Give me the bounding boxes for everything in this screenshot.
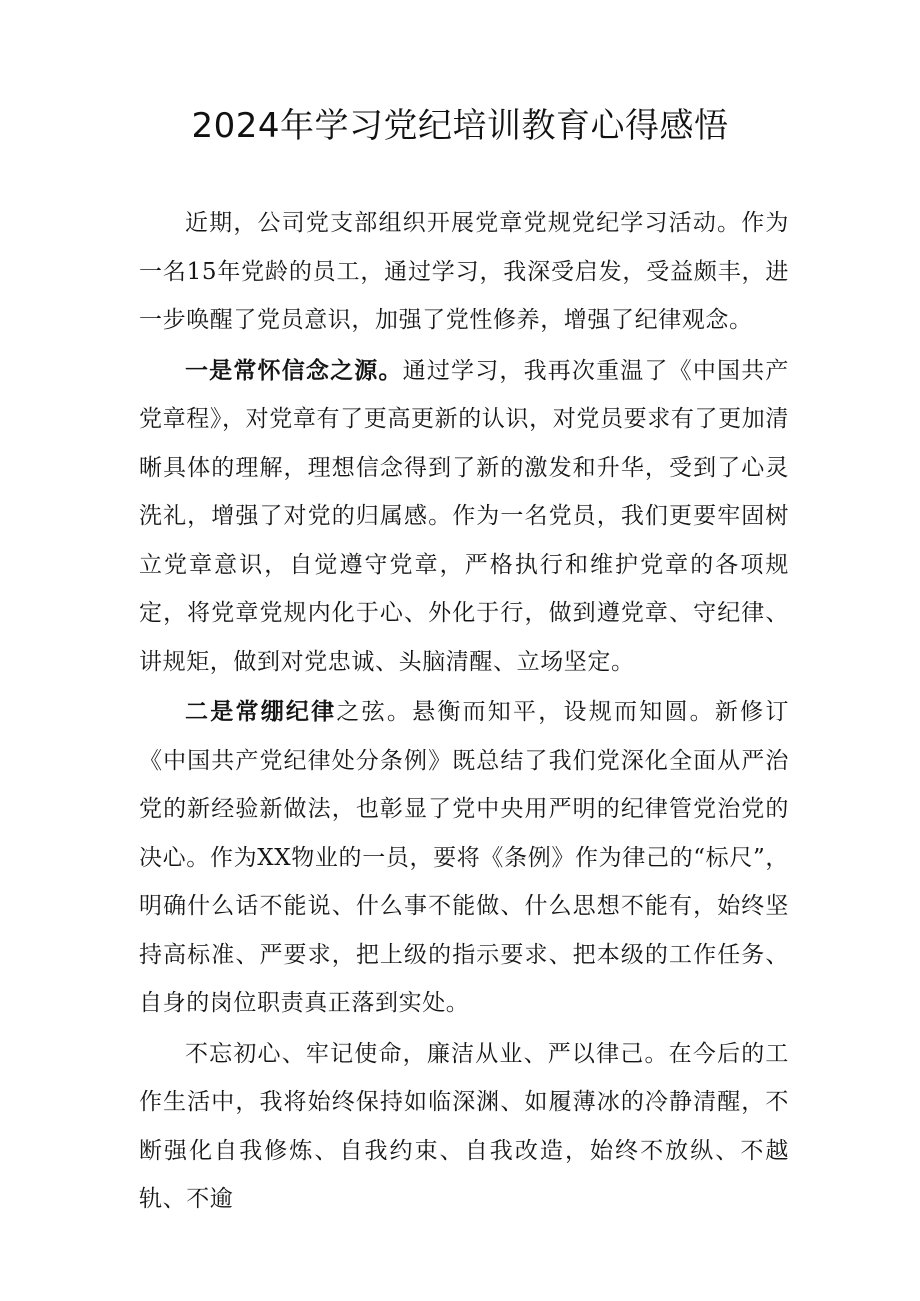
document-body <box>139 199 789 1226</box>
paragraph-conclusion <box>139 1030 789 1224</box>
paragraph-intro <box>139 199 789 345</box>
document-title: 2024年学习党纪培训教育心得感悟 <box>191 106 729 146</box>
paragraph-point-two <box>139 688 789 1028</box>
paragraph-lead: 二是常绷纪律 <box>185 698 337 725</box>
paragraph-point-one <box>139 347 789 687</box>
paragraph-text: 之弦。悬衡而知平，设规而知圆。新修订《中国共产党纪律处分条例》既总结了我们党深化全面从严治党的新经验新做法，也彰显了党中央用严明的纪律管党治党的决心。作为XX物业的一员，要将《条例》作为律己的“标尺”，明确什么话不能说、什么事不能做、什么思想不能有，始终坚持高标准、严要求，把上级的指示要求、把本级的工作任务、自身的岗位职责真正落到实处。 <box>139 699 789 1016</box>
paragraph-text: 近期，公司党支部组织开展党章党规党纪学习活动。作为一名15年党龄的员工，通过学习，我深受启发，受益颇丰，进一步唤醒了党员意识，加强了党性修养，增强了纪律观念。 <box>139 210 789 333</box>
paragraph-text: 通过学习，我再次重温了《中国共产党章程》，对党章有了更高更新的认识，对党员要求有了更加清晰具体的理解，理想信念得到了新的激发和升华，受到了心灵洗礼，增强了对党的归属感。作为一名党员，我们更要牢固树立党章意识，自觉遵守党章，严格执行和维护党章的各项规定，将党章党规内化于心、外化于行，做到遵党章、守纪律、讲规矩，做到对党忠诚、头脑清醒、立场坚定。 <box>139 357 789 675</box>
paragraph-lead: 一是常怀信念之源。 <box>185 356 403 384</box>
paragraph-text: 不忘初心、牢记使命，廉洁从业、严以律己。在今后的工作生活中，我将始终保持如临深渊、如履薄冰的冷静清醒，不断强化自我修炼、自我约束、自我改造，始终不放纵、不越轨、不逾 <box>139 1040 789 1212</box>
